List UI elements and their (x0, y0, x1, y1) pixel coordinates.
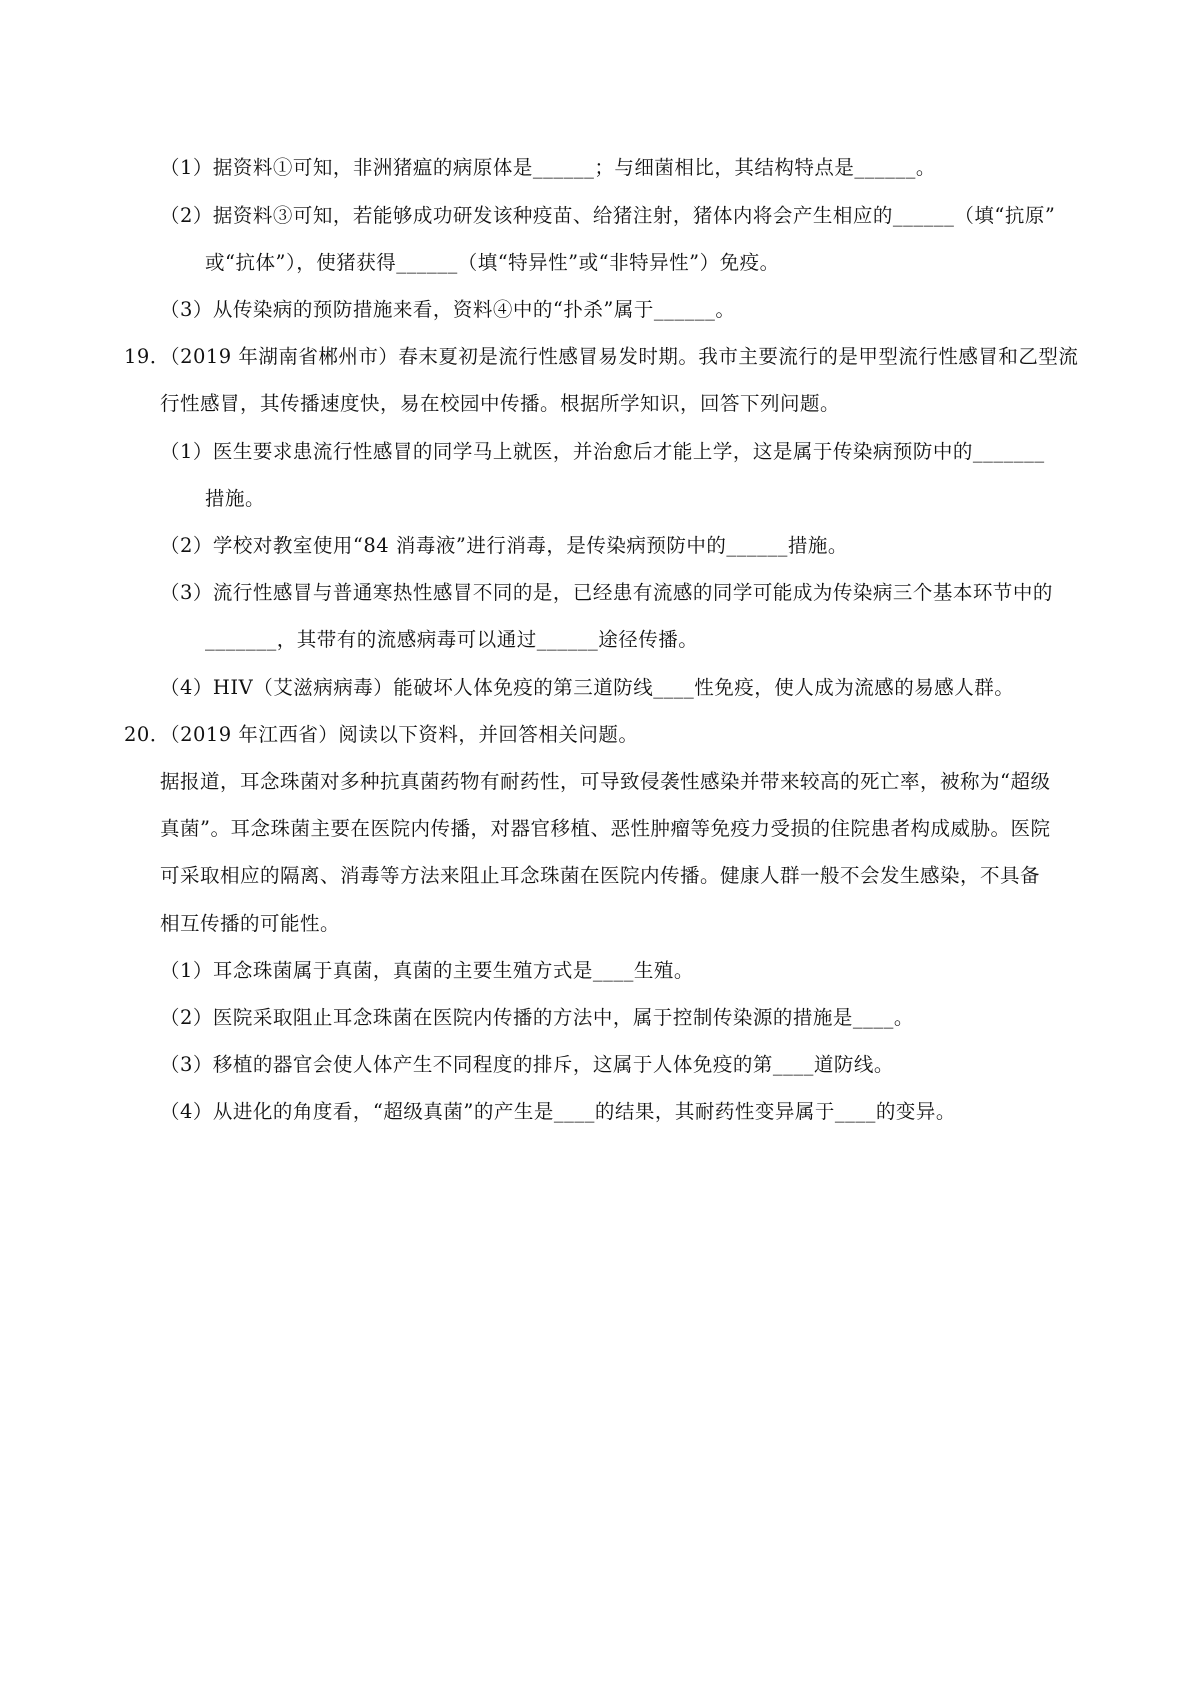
q19-stem: 19．（2019 年湖南省郴州市）春末夏初是流行性感冒易发时期。我市主要流行的是甲型流行性感冒和乙型流 (124, 345, 1079, 368)
q19-subquestion-1: （1）医生要求患流行性感冒的同学马上就医，并治愈后才能上学，这是属于传染病预防中的_______ (160, 440, 1045, 463)
q20-passage-line-3: 可采取相应的隔离、消毒等方法来阻止耳念珠菌在医院内传播。健康人群一般不会发生感染，不具备 (160, 864, 1041, 887)
q18-subquestion-2-continued: 或“抗体”），使猪获得______（填“特异性”或“非特异性”）免疫。 (205, 251, 780, 274)
q18-subquestion-1: （1）据资料①可知，非洲猪瘟的病原体是______；与细菌相比，其结构特点是______。 (160, 156, 936, 179)
q19-subquestion-3: （3）流行性感冒与普通寒热性感冒不同的是，已经患有流感的同学可能成为传染病三个基本环节中的 (160, 581, 1053, 604)
q19-subquestion-2: （2）学校对教室使用“84 消毒液”进行消毒，是传染病预防中的______措施。 (160, 534, 848, 557)
q20-subquestion-2: （2）医院采取阻止耳念珠菌在医院内传播的方法中，属于控制传染源的措施是____。 (160, 1006, 914, 1029)
q19-stem-continued: 行性感冒，其传播速度快，易在校园中传播。根据所学知识，回答下列问题。 (160, 392, 841, 415)
q20-passage-line-4: 相互传播的可能性。 (160, 912, 341, 935)
q20-stem: 20．（2019 年江西省）阅读以下资料，并回答相关问题。 (124, 723, 639, 746)
q18-subquestion-2: （2）据资料③可知，若能够成功研发该种疫苗、给猪注射，猪体内将会产生相应的______（填“抗原” (160, 204, 1056, 227)
q18-subquestion-3: （3）从传染病的预防措施来看，资料④中的“扑杀”属于______。 (160, 298, 736, 321)
q20-passage-line-1: 据报道，耳念珠菌对多种抗真菌药物有耐药性，可导致侵袭性感染并带来较高的死亡率，被称为“超级 (160, 770, 1051, 793)
q20-subquestion-1: （1）耳念珠菌属于真菌，真菌的主要生殖方式是____生殖。 (160, 959, 694, 982)
q19-subquestion-3-continued: _______，其带有的流感病毒可以通过______途径传播。 (205, 628, 699, 651)
q20-passage-line-2: 真菌”。耳念珠菌主要在医院内传播，对器官移植、恶性肿瘤等免疫力受损的住院患者构成威胁。医院 (160, 817, 1051, 840)
q19-subquestion-1-continued: 措施。 (205, 487, 266, 510)
q20-subquestion-4: （4）从进化的角度看，“超级真菌”的产生是____的结果，其耐药性变异属于____的变异。 (160, 1100, 956, 1123)
q20-subquestion-3: （3）移植的器官会使人体产生不同程度的排斥，这属于人体免疫的第____道防线。 (160, 1053, 894, 1076)
q19-subquestion-4: （4）HIV（艾滋病病毒）能破坏人体免疫的第三道防线____性免疫，使人成为流感的易感人群。 (160, 676, 1015, 699)
